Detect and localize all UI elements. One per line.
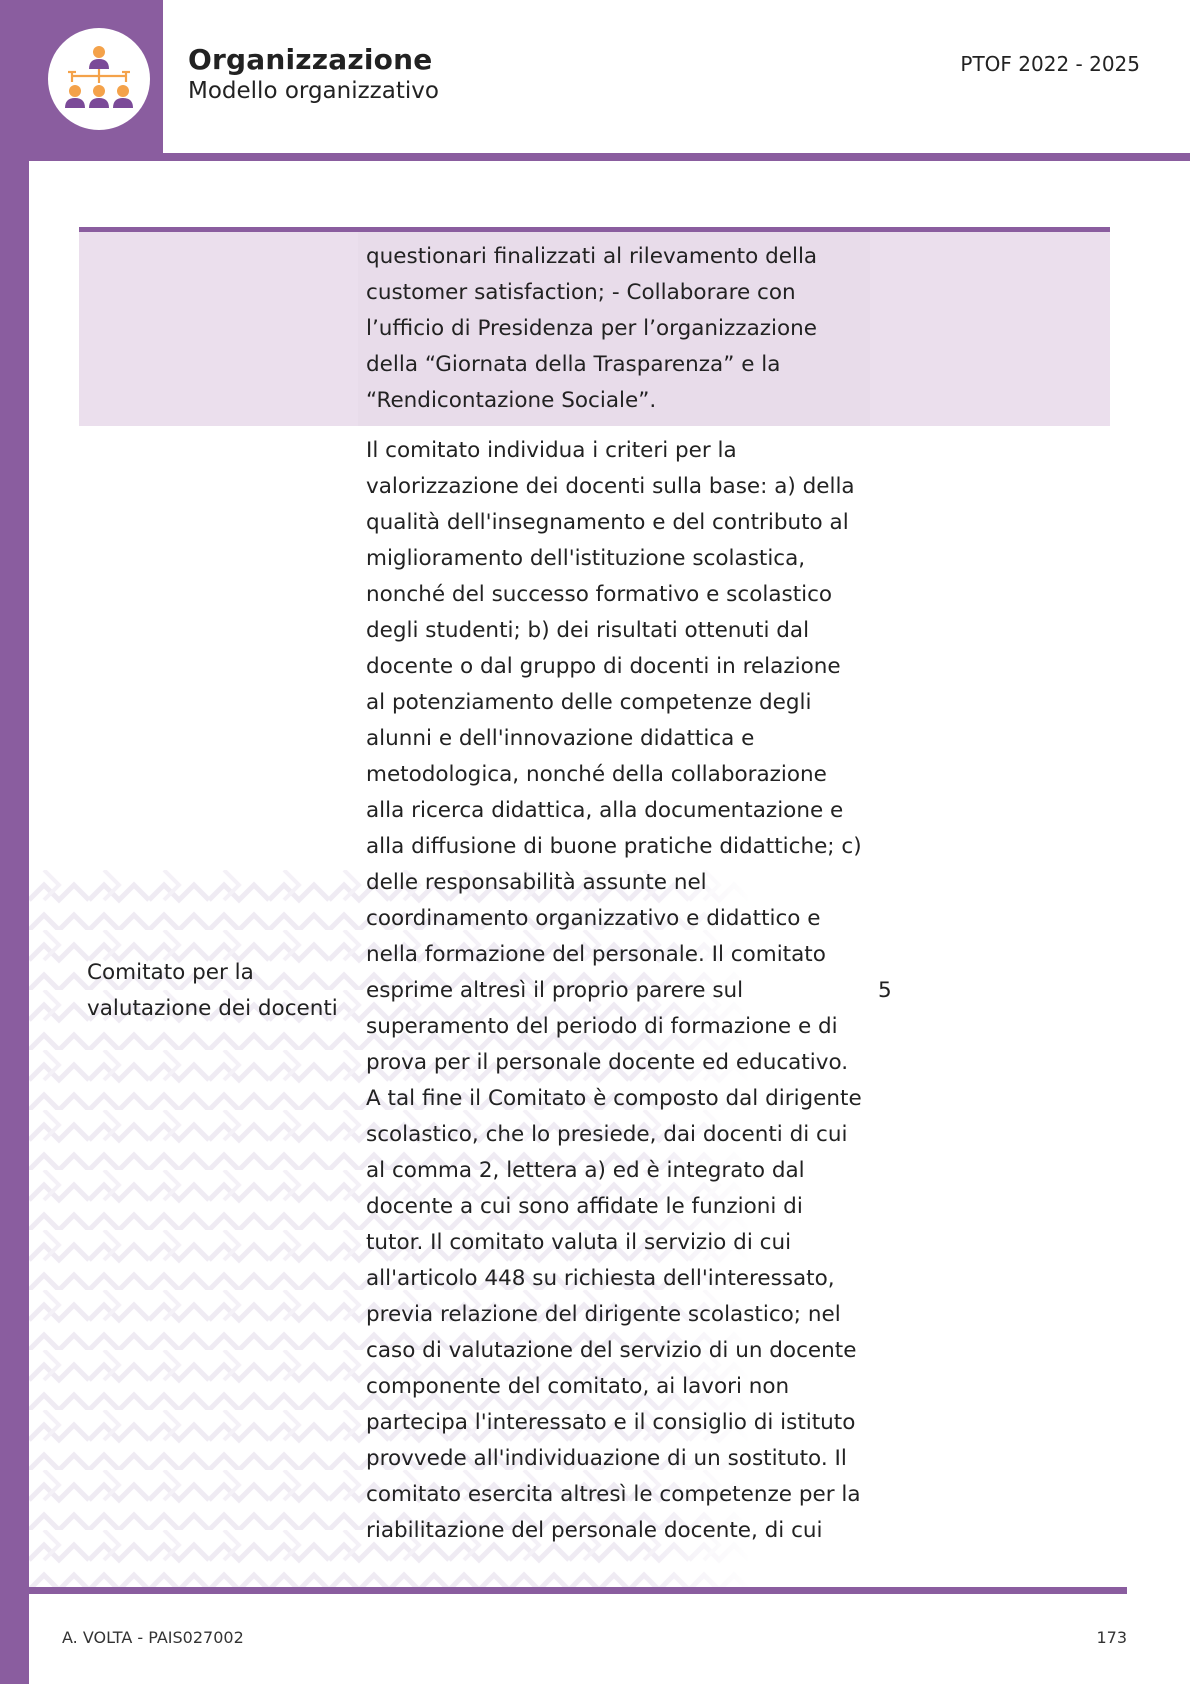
table-row bbox=[79, 232, 1110, 426]
table-row bbox=[79, 426, 1110, 1556]
row-number: 5 bbox=[878, 978, 892, 1003]
page-subtitle: Modello organizzativo bbox=[188, 78, 439, 104]
page-title: Organizzazione bbox=[188, 43, 433, 76]
row-number bbox=[870, 232, 1110, 426]
organization-chart-icon bbox=[48, 28, 150, 130]
left-accent-bar bbox=[0, 0, 29, 1684]
committee-table bbox=[79, 227, 1110, 1556]
ptof-label: PTOF 2022 - 2025 bbox=[960, 52, 1140, 76]
footer-divider bbox=[29, 1587, 1127, 1594]
row-description: Il comitato individua i criteri per la valorizzazione dei docenti sulla base: a) della qualità dell'insegnamento e del contributo al miglioramento dell'istituzione scolastica, nonché del successo formativo e scolastico degli studenti; b) dei risultati ottenuti dal docente o dal gruppo di docenti in relazione al potenziamento delle competenze degli alunni e dell'innovazione didattica e metodologica, nonché della collaborazione alla ricerca didattica, alla documentazione e alla diffusione di buone pratiche didattiche; c) delle responsabilità assunte nel coordinamento organizzativo e didattico e nella formazione del personale. Il comitato esprime altresì il proprio parere sul superamento del periodo di formazione e di prova per il personale docente ed educativo. A tal fine il Comitato è composto dal dirigente scolastico, che lo presiede, dai docenti di cui al comma 2, lettera a) ed è integrato dal docente a cui sono affidate le funzioni di tutor. Il comitato valuta il servizio di cui all'articolo 448 su richiesta dell'interessato, previa relazione del dirigente scolastico; nel caso di valutazione del servizio di un docente componente del comitato, ai lavori non partecipa l'interessato e il consiglio di istituto provvede all'individuazione di un sostituto. Il comitato esercita altresì le competenze per la riabilitazione del personale docente, di cui bbox=[366, 438, 862, 1543]
row-description: questionari finalizzati al rilevamento della customer satisfaction; - Collaborare con l’ufficio di Presidenza per l’organizzazione della “Giornata della Trasparenza” e la “Rendicontazione Sociale”. bbox=[358, 232, 870, 426]
header-logo-block bbox=[0, 0, 163, 161]
row-label bbox=[79, 232, 358, 426]
row-label: Comitato per la valutazione dei docenti bbox=[87, 960, 338, 1021]
footer-school: A. VOLTA - PAIS027002 bbox=[62, 1628, 244, 1647]
page-number: 173 bbox=[1096, 1628, 1127, 1647]
header-divider bbox=[163, 153, 1190, 161]
